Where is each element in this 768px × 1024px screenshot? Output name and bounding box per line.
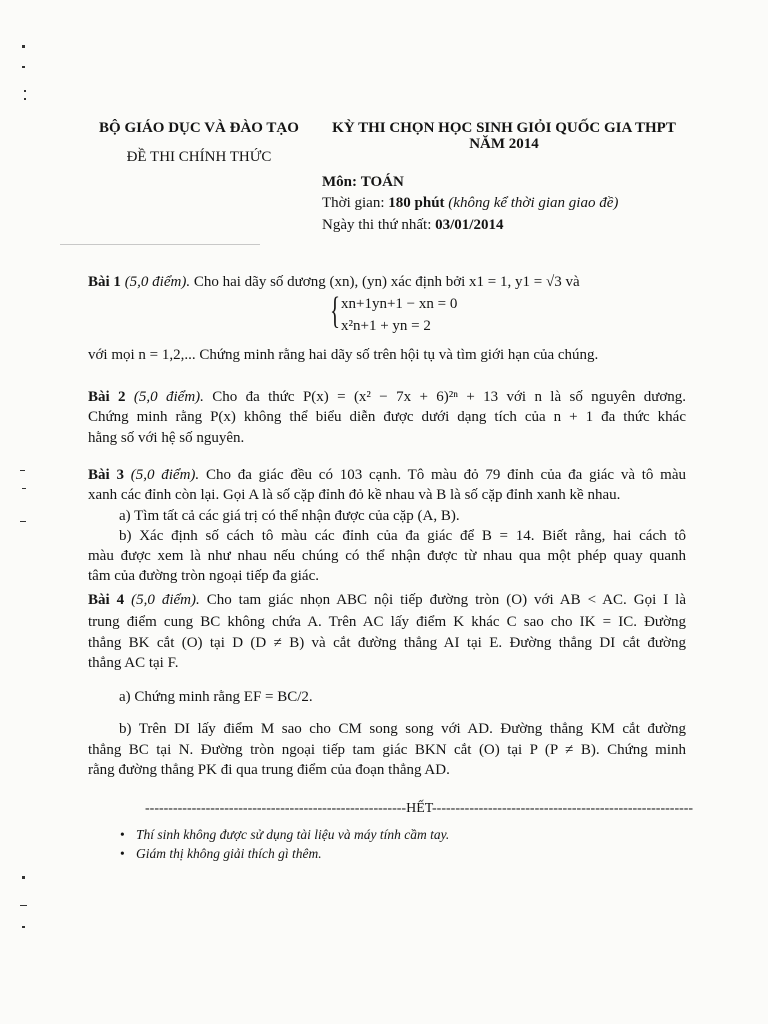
scan-mark	[24, 90, 26, 92]
subject-label: Môn:	[322, 174, 357, 190]
scan-mark	[20, 470, 25, 471]
end-dashes: --------------------------------------------------------	[145, 801, 407, 816]
equation-2: x²n+1 + yn = 2	[341, 318, 431, 335]
ministry-name: BỘ GIÁO DỤC VÀ ĐÀO TẠO	[99, 120, 299, 136]
scan-mark	[60, 244, 260, 245]
date-value: 03/01/2014	[435, 217, 504, 233]
date-label: Ngày thi thứ nhất:	[322, 217, 432, 233]
problem-4-label: Bài 4	[88, 592, 125, 608]
problem-2-line: Cho đa thức P(x) = (x² − 7x + 6)²ⁿ + 13 với n là số nguyên dương.	[212, 389, 687, 405]
problem-1-system	[330, 290, 458, 336]
footer-note-text: Thí sinh không được sử dụng tài liệu và máy tính cầm tay.	[136, 827, 450, 842]
scan-mark	[22, 926, 25, 928]
problem-3-part-a: a) Tìm tất cả các giá trị có thể nhận được của cặp (A, B).	[119, 507, 460, 524]
official-exam-label: ĐỀ THI CHÍNH THỨC	[126, 149, 272, 165]
exam-title: KỲ THI CHỌN HỌC SINH GIỎI QUỐC GIA THPT	[332, 120, 676, 136]
time-value: 180 phút	[388, 195, 445, 211]
scan-mark	[20, 905, 27, 906]
problem-4-line: trung điểm cung BC không chứa A. Trên AC lấy điểm K khác C sao cho IK = IC. Đường	[88, 614, 686, 631]
footer-note-1	[120, 827, 449, 843]
problem-1-line2: với mọi n = 1,2,... Chứng minh rằng hai dãy số trên hội tụ và tìm giới hạn của chúng.	[88, 347, 599, 363]
end-dashes: --------------------------------------------------------	[432, 801, 694, 816]
problem-2-line: hằng số với hệ số nguyên.	[88, 429, 245, 446]
bullet-icon: •	[120, 846, 125, 861]
problem-3	[88, 466, 686, 586]
problem-2-label: Bài 2	[88, 389, 126, 405]
problem-1-points: (5,0 điểm).	[124, 274, 191, 290]
problem-1	[88, 273, 686, 291]
exam-year: NĂM 2014	[469, 136, 539, 152]
scan-mark	[24, 98, 26, 100]
subject-line	[322, 173, 404, 191]
problem-4-part-a: a) Chứng minh rằng EF = BC/2.	[119, 689, 313, 706]
subject-value: TOÁN	[360, 174, 404, 190]
problem-3-line: tâm của đường tròn ngoại tiếp đa giác.	[88, 568, 319, 585]
problem-4-line: thẳng AC tại F.	[88, 654, 179, 671]
scan-mark	[22, 876, 25, 879]
problem-3-part-b: b) Xác định số cách tô màu các đỉnh của đa giác để B = 14. Biết rằng, hai cách tô	[119, 527, 686, 544]
problem-3-line: xanh các đỉnh còn lại. Gọi A là số cặp đỉnh đỏ kề nhau và B là số cặp đỉnh xanh kề nhau.	[88, 487, 621, 504]
problem-4-part-b: b) Trên DI lấy điểm M sao cho CM song song với AD. Đường thẳng KM cắt đường	[119, 721, 686, 738]
problem-4	[88, 591, 686, 779]
problem-4-line: thẳng BK cắt (O) tại D (D ≠ B) và cắt đường thẳng AI tại E. Đường thẳng DI cắt đường	[88, 634, 686, 651]
problem-1-statement: Cho hai dãy số dương (xn), (yn) xác định bởi x1 = 1, y1 = √3 và	[193, 274, 580, 290]
problem-2-points: (5,0 điểm).	[133, 389, 204, 405]
footer-note-2	[120, 846, 322, 862]
scan-mark	[22, 488, 26, 489]
problem-3-line: màu được xem là như nhau nếu chúng có thể nhận được từ nhau qua một phép quay quanh	[88, 548, 686, 565]
equation-1: xn+1yn+1 − xn = 0	[341, 296, 458, 312]
problem-2-line: Chứng minh rằng P(x) không thể biểu diễn được dưới dạng tích của n + 1 đa thức khác	[88, 409, 686, 426]
problem-1-label: Bài 1	[88, 274, 121, 290]
problem-2	[88, 388, 686, 447]
time-note: (không kể thời gian giao đề)	[448, 195, 619, 211]
problem-3-label: Bài 3	[88, 467, 124, 483]
problem-4-line: Cho tam giác nhọn ABC nội tiếp đường tròn (O) với AB < AC. Gọi I là	[206, 592, 686, 608]
bullet-icon: •	[120, 827, 125, 842]
scan-mark	[22, 45, 25, 48]
time-label: Thời gian:	[322, 195, 385, 211]
time-line	[322, 194, 618, 212]
problem-4-line: rằng đường thẳng PK đi qua trung điểm của đoạn thẳng AD.	[88, 762, 450, 779]
problem-3-line: Cho đa giác đều có 103 cạnh. Tô màu đỏ 79 đỉnh của đa giác và tô màu	[205, 467, 687, 483]
scan-mark	[22, 66, 25, 68]
problem-1-conclusion	[88, 346, 686, 364]
scan-mark	[20, 521, 26, 522]
footer-note-text: Giám thị không giải thích gì thêm.	[136, 846, 322, 861]
problem-3-points: (5,0 điểm).	[130, 467, 200, 483]
end-divider	[145, 800, 694, 817]
problem-4-points: (5,0 điểm).	[131, 592, 200, 608]
system-brace: {	[330, 290, 341, 332]
problem-4-line: thẳng BC tại N. Đường tròn ngoại tiếp tam giác BKN cắt (O) tại P (P ≠ B). Chứng minh	[88, 741, 686, 758]
date-line	[322, 216, 503, 234]
end-mark: HẾT	[406, 801, 433, 816]
